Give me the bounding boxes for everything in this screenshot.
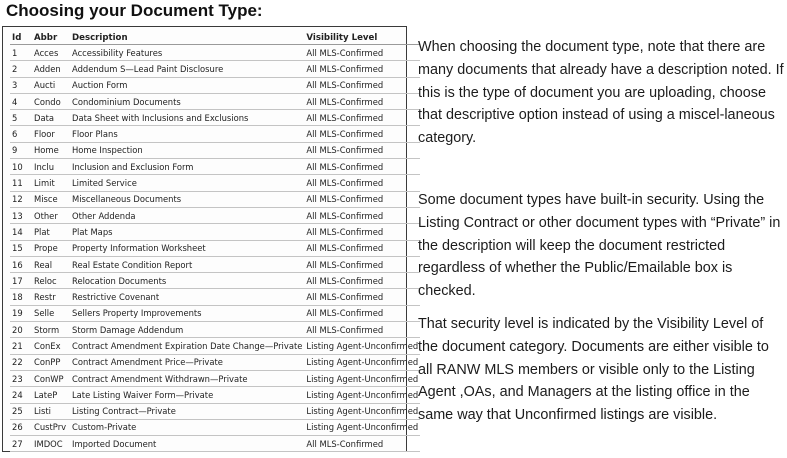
cell-id: 19 <box>10 305 32 321</box>
cell-id: 5 <box>10 110 32 126</box>
cell-abbr: Adden <box>32 61 70 77</box>
cell-description: Home Inspection <box>70 142 304 158</box>
paragraph-choosing-type: When choosing the document type, note that there are many documents that already have a description noted. If this is the type of document you are uploading, choose that descriptive option instead of using a miscel-laneous category. <box>418 39 784 147</box>
cell-abbr: Acces <box>32 45 70 61</box>
table-row <box>10 387 420 403</box>
cell-abbr: Plat <box>32 224 70 240</box>
cell-visibility: All MLS-Confirmed <box>304 142 420 158</box>
table-row <box>10 419 420 435</box>
table-row <box>10 93 420 109</box>
cell-description: Floor Plans <box>70 126 304 142</box>
table-row <box>10 305 420 321</box>
cell-abbr: Real <box>32 256 70 272</box>
cell-visibility: All MLS-Confirmed <box>304 436 420 452</box>
paragraph-visibility-level: That security level is indicated by the Visibility Level of the document category. Documents are either visible to all RANW MLS members or visible only to the Listing Agent ,OAs, and Managers at the listing office in the same way that Unconfirmed listings are visible. <box>418 316 769 424</box>
cell-abbr: Selle <box>32 305 70 321</box>
cell-abbr: Home <box>32 142 70 158</box>
table-row <box>10 370 420 386</box>
cell-description: Custom-Private <box>70 419 304 435</box>
cell-visibility: Listing Agent-Unconfirmed <box>304 403 420 419</box>
cell-id: 24 <box>10 387 32 403</box>
cell-description: Late Listing Waiver Form—Private <box>70 387 304 403</box>
cell-id: 2 <box>10 61 32 77</box>
cell-visibility: All MLS-Confirmed <box>304 175 420 191</box>
table-row <box>10 175 420 191</box>
cell-visibility: All MLS-Confirmed <box>304 126 420 142</box>
cell-visibility: All MLS-Confirmed <box>304 159 420 175</box>
table-header-row <box>10 31 420 45</box>
cell-description: Miscellaneous Documents <box>70 191 304 207</box>
cell-id: 23 <box>10 370 32 386</box>
cell-description: Limited Service <box>70 175 304 191</box>
cell-visibility: All MLS-Confirmed <box>304 77 420 93</box>
cell-abbr: Limit <box>32 175 70 191</box>
cell-visibility: Listing Agent-Unconfirmed <box>304 354 420 370</box>
cell-id: 15 <box>10 240 32 256</box>
cell-description: Accessibility Features <box>70 45 304 61</box>
cell-description: Data Sheet with Inclusions and Exclusions <box>70 110 304 126</box>
table-row <box>10 45 420 61</box>
cell-visibility: All MLS-Confirmed <box>304 191 420 207</box>
cell-id: 9 <box>10 142 32 158</box>
cell-visibility: All MLS-Confirmed <box>304 240 420 256</box>
cell-visibility: Listing Agent-Unconfirmed <box>304 338 420 354</box>
cell-id: 16 <box>10 256 32 272</box>
table-row <box>10 436 420 452</box>
cell-id: 21 <box>10 338 32 354</box>
cell-abbr: Condo <box>32 93 70 109</box>
cell-abbr: Restr <box>32 289 70 305</box>
table-row <box>10 207 420 223</box>
cell-id: 6 <box>10 126 32 142</box>
table-row <box>10 224 420 240</box>
cell-id: 22 <box>10 354 32 370</box>
table-row <box>10 61 420 77</box>
cell-abbr: Reloc <box>32 273 70 289</box>
cell-description: Condominium Documents <box>70 93 304 109</box>
cell-description: Contract Amendment Price—Private <box>70 354 304 370</box>
cell-id: 20 <box>10 322 32 338</box>
cell-abbr: ConWP <box>32 370 70 386</box>
cell-description: Sellers Property Improvements <box>70 305 304 321</box>
cell-visibility: All MLS-Confirmed <box>304 305 420 321</box>
cell-abbr: Aucti <box>32 77 70 93</box>
cell-description: Other Addenda <box>70 207 304 223</box>
cell-visibility: All MLS-Confirmed <box>304 207 420 223</box>
cell-visibility: All MLS-Confirmed <box>304 273 420 289</box>
cell-visibility: Listing Agent-Unconfirmed <box>304 419 420 435</box>
cell-description: Contract Amendment Withdrawn—Private <box>70 370 304 386</box>
column-header-id: Id <box>10 31 32 45</box>
table-row <box>10 126 420 142</box>
cell-id: 25 <box>10 403 32 419</box>
table-body <box>10 45 420 452</box>
cell-abbr: Other <box>32 207 70 223</box>
cell-abbr: Floor <box>32 126 70 142</box>
cell-abbr: ConPP <box>32 354 70 370</box>
cell-abbr: Storm <box>32 322 70 338</box>
cell-id: 13 <box>10 207 32 223</box>
cell-visibility: All MLS-Confirmed <box>304 289 420 305</box>
cell-id: 11 <box>10 175 32 191</box>
cell-id: 18 <box>10 289 32 305</box>
cell-id: 12 <box>10 191 32 207</box>
table-row <box>10 354 420 370</box>
page-title: Choosing your Document Type: <box>6 1 263 20</box>
cell-id: 4 <box>10 93 32 109</box>
cell-description: Imported Document <box>70 436 304 452</box>
cell-abbr: LateP <box>32 387 70 403</box>
cell-id: 1 <box>10 45 32 61</box>
cell-description: Property Information Worksheet <box>70 240 304 256</box>
table-row <box>10 289 420 305</box>
table-row <box>10 322 420 338</box>
table-row <box>10 159 420 175</box>
cell-description: Plat Maps <box>70 224 304 240</box>
cell-abbr: Inclu <box>32 159 70 175</box>
cell-description: Real Estate Condition Report <box>70 256 304 272</box>
paragraph-built-in-security: Some document types have built-in security. Using the Listing Contract or other document types with “Private” in the description will keep the document restricted regardless of whether the Public/Emailable box is checked. <box>418 192 781 300</box>
cell-description: Relocation Documents <box>70 273 304 289</box>
cell-abbr: IMDOC <box>32 436 70 452</box>
cell-abbr: CustPrv <box>32 419 70 435</box>
cell-description: Auction Form <box>70 77 304 93</box>
table-row <box>10 256 420 272</box>
cell-visibility: Listing Agent-Unconfirmed <box>304 387 420 403</box>
cell-visibility: All MLS-Confirmed <box>304 322 420 338</box>
cell-visibility: All MLS-Confirmed <box>304 61 420 77</box>
cell-id: 17 <box>10 273 32 289</box>
table-row <box>10 403 420 419</box>
cell-description: Storm Damage Addendum <box>70 322 304 338</box>
column-header-visibility: Visibility Level <box>304 31 420 45</box>
cell-visibility: All MLS-Confirmed <box>304 45 420 61</box>
cell-visibility: All MLS-Confirmed <box>304 256 420 272</box>
table-row <box>10 273 420 289</box>
cell-id: 10 <box>10 159 32 175</box>
cell-abbr: Misce <box>32 191 70 207</box>
cell-visibility: All MLS-Confirmed <box>304 224 420 240</box>
cell-description: Inclusion and Exclusion Form <box>70 159 304 175</box>
column-header-abbr: Abbr <box>32 31 70 45</box>
cell-description: Restrictive Covenant <box>70 289 304 305</box>
cell-abbr: Listi <box>32 403 70 419</box>
cell-id: 26 <box>10 419 32 435</box>
table-row <box>10 240 420 256</box>
cell-id: 3 <box>10 77 32 93</box>
table-row <box>10 110 420 126</box>
cell-abbr: ConEx <box>32 338 70 354</box>
document-types-table <box>10 31 420 452</box>
table-row <box>10 77 420 93</box>
cell-description: Addendum S—Lead Paint Disclosure <box>70 61 304 77</box>
cell-visibility: Listing Agent-Unconfirmed <box>304 370 420 386</box>
cell-abbr: Data <box>32 110 70 126</box>
cell-description: Contract Amendment Expiration Date Change—Private <box>70 338 304 354</box>
table-row <box>10 142 420 158</box>
cell-id: 14 <box>10 224 32 240</box>
cell-id: 27 <box>10 436 32 452</box>
column-header-description: Description <box>70 31 304 45</box>
cell-visibility: All MLS-Confirmed <box>304 93 420 109</box>
table-row <box>10 338 420 354</box>
cell-visibility: All MLS-Confirmed <box>304 110 420 126</box>
table-row <box>10 191 420 207</box>
cell-description: Listing Contract—Private <box>70 403 304 419</box>
cell-abbr: Prope <box>32 240 70 256</box>
